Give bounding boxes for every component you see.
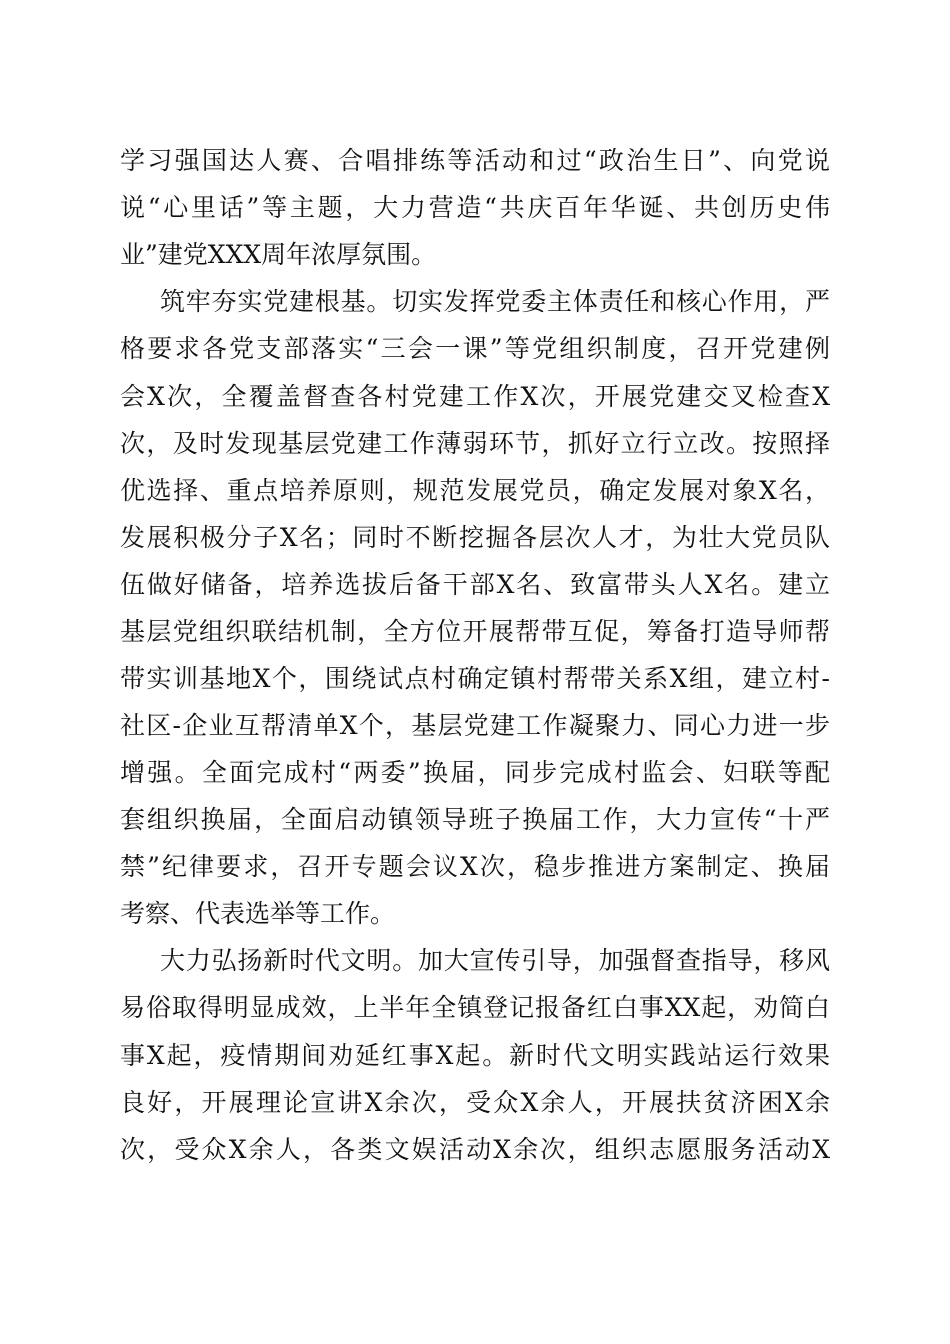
text-line: 社区-企业互帮清单X个，基层党建工作凝聚力、同心力进一步 [120,711,830,740]
text-line: 事X起，疫情期间劝延红事X起。新时代文明实践站运行效果 [120,1041,830,1070]
text-line: 良好，开展理论宣讲X余次，受众X余人，开展扶贫济困X余 [120,1088,830,1117]
text-line: 业”建党XXX周年浓厚氛围。 [120,240,437,269]
paragraph-start-line: 筑牢夯实党建根基。切实发挥党委主体责任和核心作用，严 [160,287,830,316]
text-line: 优选择、重点培养原则，规范发展党员，确定发展对象X名， [120,476,830,505]
text-line: 考察、代表选举等工作。 [120,899,396,928]
text-line: 会X次，全覆盖督查各村党建工作X次，开展党建交叉检查X [120,382,830,411]
text-line: 带实训基地X个，围绕试点村确定镇村帮带关系X组，建立村- [120,664,830,693]
text-line: 发展积极分子X名；同时不断挖掘各层次人才，为壮大党员队 [120,523,830,552]
text-line: 学习强国达人赛、合唱排练等活动和过“政治生日”、向党说 [120,146,830,175]
text-line: 禁”纪律要求，召开专题会议X次，稳步推进方案制定、换届 [120,852,830,881]
text-line: 次，及时发现基层党建工作薄弱环节，抓好立行立改。按照择 [120,429,830,458]
paragraph-start-line: 大力弘扬新时代文明。加大宣传引导，加强督查指导，移风 [160,946,830,975]
text-line: 说“心里话”等主题，大力营造“共庆百年华诞、共创历史伟 [120,193,830,222]
text-line: 次，受众X余人，各类文娱活动X余次，组织志愿服务活动X [120,1135,830,1164]
text-line: 增强。全面完成村“两委”换届，同步完成村监会、妇联等配 [120,758,830,787]
text-line: 基层党组织联结机制，全方位开展帮带互促，筹备打造导师帮 [120,617,830,646]
text-line: 易俗取得明显成效，上半年全镇登记报备红白事XX起，劝简白 [120,993,830,1022]
text-line: 伍做好储备，培养选拔后备干部X名、致富带头人X名。建立 [120,570,830,599]
text-line: 套组织换届，全面启动镇领导班子换届工作，大力宣传“十严 [120,805,830,834]
text-line: 格要求各党支部落实“三会一课”等党组织制度，召开党建例 [120,334,830,363]
